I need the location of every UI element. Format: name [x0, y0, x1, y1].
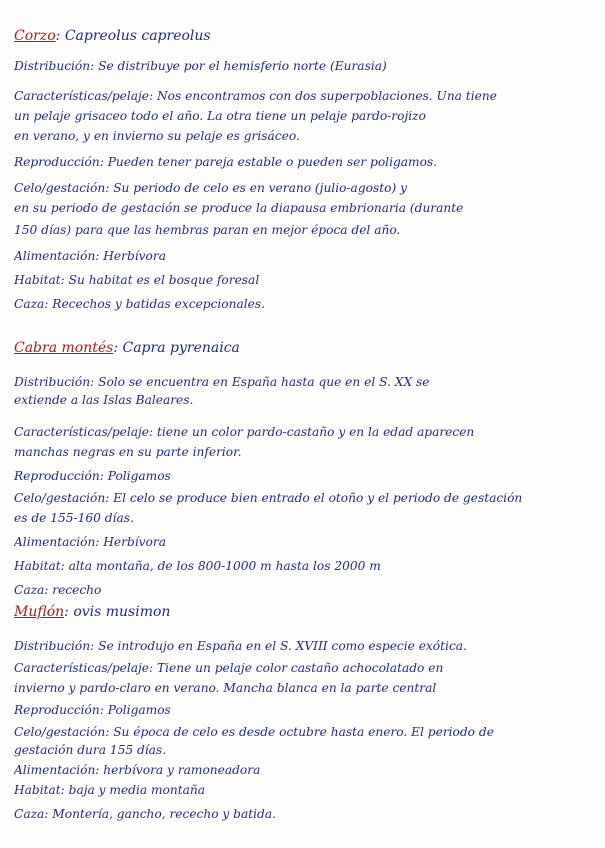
note-line — [14, 200, 599, 216]
note-line — [14, 444, 599, 460]
field-text: tiene un color pardo-castaño y en la edad aparecen — [157, 425, 475, 439]
field-text: alta montaña, de los 800-1000 m hasta los 2000 m — [68, 559, 381, 573]
note-line — [14, 272, 599, 288]
field-label: Celo/gestación: — [14, 181, 110, 195]
field-text: un pelaje grisaceo todo el año. La otra tiene un pelaje pardo-rojizo — [14, 109, 426, 123]
note-line — [14, 248, 599, 264]
note-line — [14, 638, 599, 654]
field-label: Alimentación: — [14, 535, 100, 549]
species-name: Corzo — [14, 28, 56, 44]
note-line — [14, 806, 599, 822]
field-text: Pueden tener pareja estable o pueden ser poligamos. — [107, 155, 438, 169]
field-text: Montería, gancho, rececho y batida. — [52, 807, 276, 821]
note-line — [14, 392, 599, 408]
field-label: Caza: — [14, 807, 49, 821]
field-label: Alimentación: — [14, 763, 100, 777]
field-text: Tiene un pelaje color castaño achocolatado en — [157, 661, 444, 675]
scientific-name: Capra pyrenaica — [122, 340, 240, 356]
field-text: Nos encontramos con dos superpoblaciones. Una tiene — [157, 89, 497, 103]
field-label: Celo/gestación: — [14, 725, 110, 739]
note-line — [14, 724, 599, 740]
note-line — [14, 88, 599, 104]
note-line — [14, 558, 599, 574]
field-label: Características/pelaje: — [14, 661, 154, 675]
field-text: Herbívora — [103, 249, 166, 263]
note-line — [14, 58, 599, 74]
species-name: Muflón — [14, 604, 65, 620]
field-text: Solo se encuentra en España hasta que en el S. XX se — [98, 375, 430, 389]
field-text: Su periodo de celo es en verano (julio-agosto) y — [113, 181, 407, 195]
note-line — [14, 680, 599, 696]
note-line — [14, 660, 599, 676]
note-line — [14, 510, 599, 526]
field-text: en verano, y en invierno su pelaje es grisáceo. — [14, 129, 300, 143]
field-label: Distribución: — [14, 59, 95, 73]
note-line — [14, 180, 599, 196]
note-line — [14, 742, 599, 758]
note-line — [14, 374, 599, 390]
scientific-name: ovis musimon — [73, 604, 171, 620]
note-line — [14, 582, 599, 598]
field-label: Caza: — [14, 583, 49, 597]
field-text: Poligamos — [107, 469, 171, 483]
field-label: Reproducción: — [14, 703, 104, 717]
field-label: Distribución: — [14, 639, 95, 653]
field-label: Distribución: — [14, 375, 95, 389]
note-line — [14, 782, 599, 798]
note-line — [14, 702, 599, 718]
field-text: El celo se produce bien entrado el otoño y el periodo de gestación — [113, 491, 523, 505]
scientific-name: Capreolus capreolus — [64, 28, 211, 44]
field-text: Poligamos — [107, 703, 171, 717]
field-text: rececho — [52, 583, 102, 597]
field-label: Reproducción: — [14, 155, 104, 169]
field-text: 150 días) para que las hembras paran en mejor época del año. — [14, 223, 401, 237]
field-text: herbívora y ramoneadora — [103, 763, 261, 777]
field-text: en su periodo de gestación se produce la diapausa embrionaria (durante — [14, 201, 464, 215]
field-text: Se introdujo en España en el S. XVIII como especie exótica. — [98, 639, 467, 653]
field-label: Caza: — [14, 297, 49, 311]
field-text: extiende a las Islas Baleares. — [14, 393, 194, 407]
field-label: Habitat: — [14, 273, 65, 287]
section-title: Corzo: Capreolus capreolus — [14, 28, 211, 44]
field-text: Su habitat es el bosque foresal — [68, 273, 260, 287]
species-name: Cabra montés — [14, 340, 114, 356]
note-line — [14, 490, 599, 506]
note-line — [14, 296, 599, 312]
field-text: gestación dura 155 días. — [14, 743, 167, 757]
field-label: Habitat: — [14, 783, 65, 797]
note-line — [14, 108, 599, 124]
note-line — [14, 222, 599, 238]
field-label: Características/pelaje: — [14, 89, 154, 103]
field-text: manchas negras en su parte inferior. — [14, 445, 242, 459]
note-line — [14, 468, 599, 484]
field-label: Celo/gestación: — [14, 491, 110, 505]
field-text: Se distribuye por el hemisferio norte (Eurasia) — [98, 59, 387, 73]
note-line — [14, 534, 599, 550]
section-title: Muflón: ovis musimon — [14, 604, 171, 620]
field-label: Características/pelaje: — [14, 425, 154, 439]
section-title: Cabra montés: Capra pyrenaica — [14, 340, 240, 356]
field-text: Recechos y batidas excepcionales. — [52, 297, 265, 311]
field-text: baja y media montaña — [68, 783, 206, 797]
note-line — [14, 762, 599, 778]
field-text: Herbívora — [103, 535, 166, 549]
field-label: Reproducción: — [14, 469, 104, 483]
note-line — [14, 128, 599, 144]
note-line — [14, 154, 599, 170]
field-text: invierno y pardo-claro en verano. Mancha blanca en la parte central — [14, 681, 437, 695]
note-line — [14, 424, 599, 440]
field-label: Habitat: — [14, 559, 65, 573]
field-label: Alimentación: — [14, 249, 100, 263]
field-text: Su época de celo es desde octubre hasta enero. El periodo de — [113, 725, 494, 739]
field-text: es de 155-160 días. — [14, 511, 134, 525]
